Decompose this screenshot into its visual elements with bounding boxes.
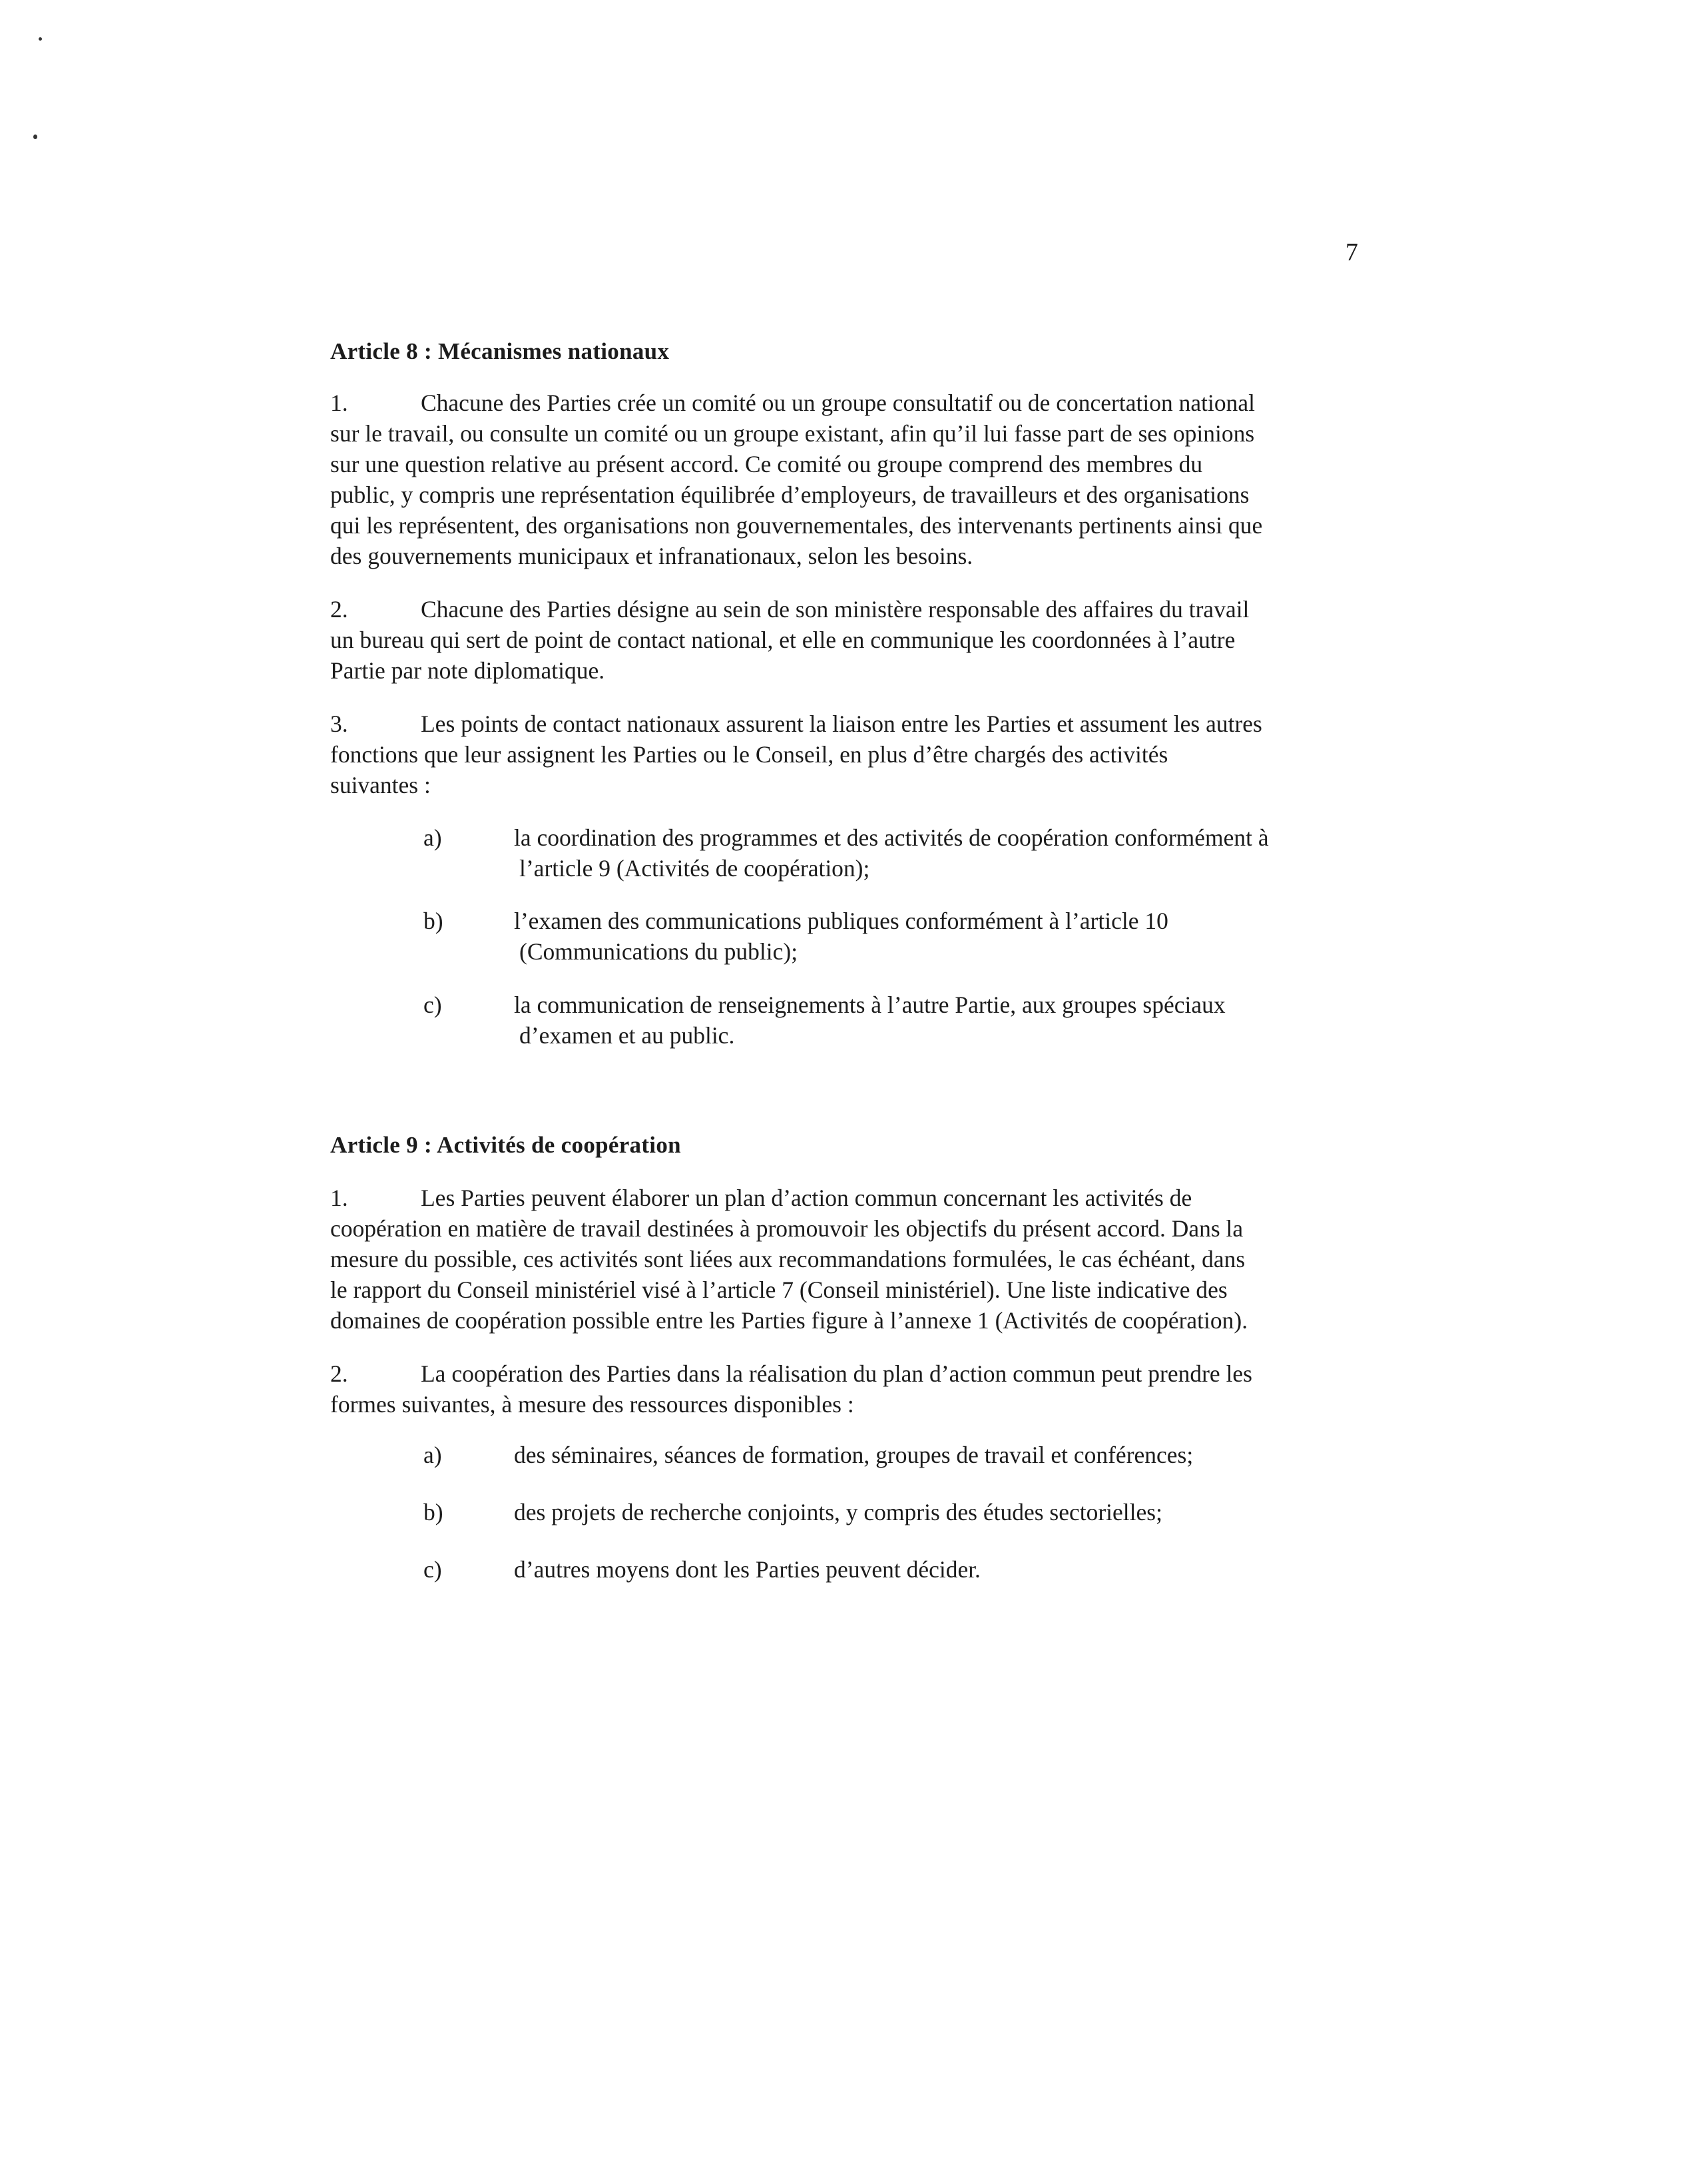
text-line: qui les représentent, des organisations non gouvernementales, des intervenants pertinents ainsi que — [330, 512, 1263, 539]
text-line: Les Parties peuvent élaborer un plan d’action commun concernant les activités de — [421, 1185, 1192, 1211]
text-line: domaines de coopération possible entre les Parties figure à l’annexe 1 (Activités de coopération). — [330, 1307, 1248, 1334]
text-line: formes suivantes, à mesure des ressources disponibles : — [330, 1391, 854, 1418]
text-line: des séminaires, séances de formation, groupes de travail et conférences; — [514, 1442, 1194, 1468]
text-line: Chacune des Parties crée un comité ou un groupe consultatif ou de concertation national — [421, 390, 1255, 416]
text-line: coopération en matière de travail destinées à promouvoir les objectifs du présent accord. Dans la — [330, 1215, 1244, 1242]
text-line: d’examen et au public. — [519, 1022, 735, 1049]
text-line: fonctions que leur assignent les Parties ou le Conseil, en plus d’être chargés des activités — [330, 741, 1168, 768]
page-number: 7 — [1345, 238, 1358, 266]
list-item-letter: c) — [423, 1556, 442, 1583]
paragraph-number: 3. — [330, 710, 348, 737]
article-8-heading: Article 8 : Mécanismes nationaux — [330, 338, 670, 364]
article-9-paragraph-2 — [330, 1358, 1369, 1420]
text-line: Chacune des Parties désigne au sein de son ministère responsable des affaires du travail — [421, 596, 1250, 623]
article-9-paragraph-1 — [330, 1183, 1369, 1336]
text-line: d’autres moyens dont les Parties peuvent décider. — [514, 1556, 981, 1583]
text-line: l’article 9 (Activités de coopération); — [519, 855, 870, 882]
text-line: public, y compris une représentation équilibrée d’employeurs, de travailleurs et des organisations — [330, 481, 1250, 508]
list-item-letter: b) — [423, 1499, 443, 1525]
text-line: Partie par note diplomatique. — [330, 657, 605, 684]
text-line: (Communications du public); — [519, 938, 798, 965]
text-line: la coordination des programmes et des activités de coopération conformément à — [514, 824, 1269, 851]
scan-speck — [33, 135, 37, 139]
paragraph-number: 2. — [330, 596, 348, 623]
text-line: le rapport du Conseil ministériel visé à l’article 7 (Conseil ministériel). Une liste indicative des — [330, 1276, 1228, 1303]
text-line: sur une question relative au présent accord. Ce comité ou groupe comprend des membres du — [330, 451, 1203, 477]
list-item-letter: c) — [423, 991, 442, 1018]
text-line: Les points de contact nationaux assurent la liaison entre les Parties et assument les autres — [421, 710, 1262, 737]
text-line: l’examen des communications publiques conformément à l’article 10 — [514, 908, 1168, 934]
list-item-letter: a) — [423, 824, 442, 851]
article-8-paragraph-2 — [330, 594, 1369, 686]
text-line: mesure du possible, ces activités sont liées aux recommandations formulées, le cas échéant, dans — [330, 1246, 1246, 1272]
text-line: des projets de recherche conjoints, y compris des études sectorielles; — [514, 1499, 1162, 1525]
text-line: suivantes : — [330, 772, 431, 798]
article-8-paragraph-1 — [330, 388, 1369, 571]
text-line: sur le travail, ou consulte un comité ou un groupe existant, afin qu’il lui fasse part de ses opinions — [330, 420, 1255, 447]
article-9-heading: Article 9 : Activités de coopération — [330, 1132, 681, 1158]
list-item-letter: a) — [423, 1442, 442, 1468]
paragraph-number: 1. — [330, 1185, 348, 1211]
article-8-paragraph-3 — [330, 708, 1369, 800]
paragraph-number: 1. — [330, 390, 348, 416]
paragraph-number: 2. — [330, 1360, 348, 1387]
text-line: un bureau qui sert de point de contact national, et elle en communique les coordonnées à l’autre — [330, 627, 1236, 653]
text-line: la communication de renseignements à l’autre Partie, aux groupes spéciaux — [514, 991, 1226, 1018]
list-item-letter: b) — [423, 908, 443, 934]
scan-speck — [39, 37, 42, 41]
text-line: des gouvernements municipaux et infranationaux, selon les besoins. — [330, 543, 973, 569]
text-line: La coopération des Parties dans la réalisation du plan d’action commun peut prendre les — [421, 1360, 1253, 1387]
